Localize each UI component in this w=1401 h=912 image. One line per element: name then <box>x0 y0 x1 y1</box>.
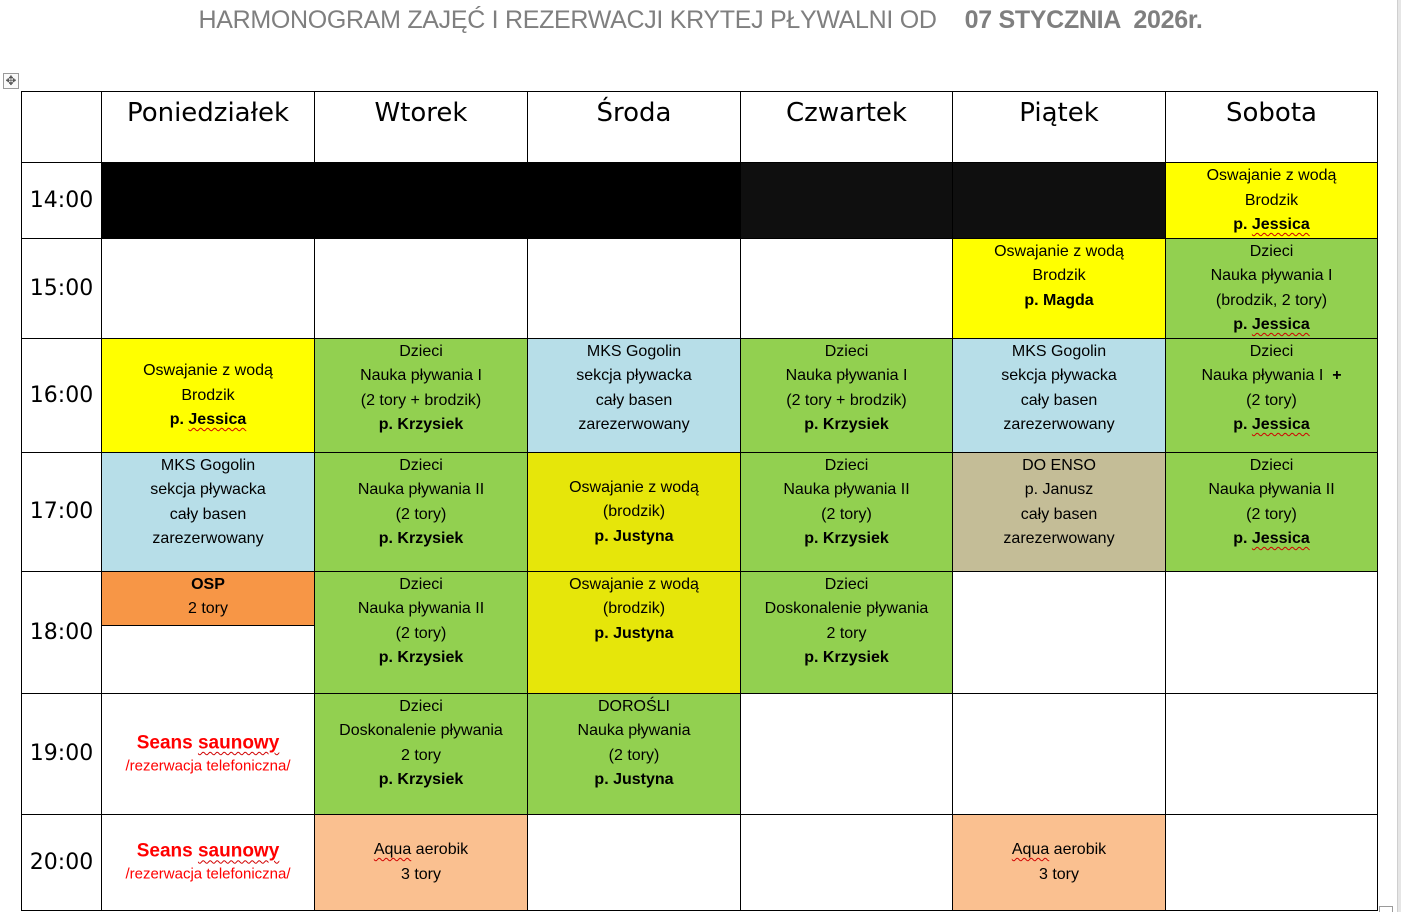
location: (brodzik) <box>602 502 666 520</box>
schedule-cell <box>315 814 528 910</box>
empty-cell <box>528 814 741 910</box>
empty-cell <box>1166 693 1378 814</box>
sauna-session-title: Seans saunowy <box>136 732 280 753</box>
reservation-status: zarezerwowany <box>152 530 264 547</box>
time-label: 14:00 <box>22 163 102 239</box>
instructor: p. Jessica <box>1233 416 1310 433</box>
schedule-cell <box>102 452 315 571</box>
row-1700 <box>22 452 1378 571</box>
sauna-session-title: Seans saunowy <box>136 840 280 862</box>
activity-name: Doskonalenie pływania <box>339 722 503 739</box>
day-header-tuesday: Wtorek <box>315 92 528 163</box>
empty-cell <box>741 693 953 814</box>
row-1500 <box>22 238 1378 338</box>
club-name: MKS Gogolin <box>586 342 682 360</box>
schedule-cell <box>528 338 741 452</box>
sauna-reservation-note: /rezerwacja telefoniczna/ <box>125 865 291 883</box>
location: Brodzik <box>1032 267 1086 284</box>
empty-cell <box>741 238 953 338</box>
time-label: 17:00 <box>22 452 102 571</box>
row-1600 <box>22 338 1378 452</box>
time-label: 15:00 <box>22 238 102 338</box>
schedule-cell <box>953 814 1166 910</box>
instructor: p. Krzysiek <box>378 771 464 788</box>
time-label: 19:00 <box>22 693 102 814</box>
empty-cell <box>102 238 315 338</box>
location: cały basen <box>169 505 247 523</box>
instructor: p. Jessica <box>1233 216 1310 233</box>
activity-name: Oswajanie z wodą <box>569 478 699 496</box>
instructor: p. Krzysiek <box>378 530 464 547</box>
activity-name: Nauka pływania II <box>1208 481 1335 498</box>
group-name: Dzieci <box>824 575 869 593</box>
table-move-handle[interactable] <box>3 73 19 89</box>
lanes: (2 tory) <box>1246 391 1297 409</box>
group-name: Dzieci <box>1249 456 1294 474</box>
sauna-reservation-note: /rezerwacja telefoniczna/ <box>125 757 291 774</box>
schedule-cell <box>315 571 528 693</box>
instructor: p. Krzysiek <box>378 649 464 666</box>
reservation-status: zarezerwowany <box>1003 530 1115 547</box>
corner-cell <box>22 92 102 163</box>
schedule-cell <box>102 338 315 452</box>
row-1400 <box>22 163 1378 239</box>
activity-name: sekcja pływacka <box>1001 367 1117 384</box>
time-label: 16:00 <box>22 338 102 452</box>
activity-name: Nauka pływania II <box>357 481 485 498</box>
empty-cell <box>953 693 1166 814</box>
move-arrows-icon: ✥ <box>5 73 17 88</box>
group-name: Dzieci <box>1249 342 1294 360</box>
schedule-cell <box>741 452 953 571</box>
blocked-cell <box>315 163 528 239</box>
schedule-cell <box>953 452 1166 571</box>
lanes: (2 tory) <box>1246 505 1297 523</box>
lanes: (2 tory) <box>821 505 872 523</box>
club-name: MKS Gogolin <box>160 456 256 474</box>
location: cały basen <box>1020 505 1098 523</box>
instructor: p. Janusz <box>1024 481 1094 498</box>
activity-name: Oswajanie z wodą <box>569 575 699 593</box>
day-header-monday: Poniedziałek <box>102 92 315 163</box>
instructor: p. Jessica <box>1233 316 1310 333</box>
blocked-cell <box>741 163 953 239</box>
row-1800 <box>22 571 1378 693</box>
schedule-cell <box>741 338 953 452</box>
instructor: p. Justyna <box>594 771 674 788</box>
instructor: p. Krzysiek <box>804 416 889 433</box>
schedule-cell <box>315 338 528 452</box>
title-main: HARMONOGRAM ZAJĘĆ I REZERWACJI KRYTEJ PŁYWALNI OD <box>198 6 937 34</box>
lanes: (2 tory + brodzik) <box>360 391 482 409</box>
empty-cell <box>528 238 741 338</box>
activity-name: Oswajanie z wodą <box>143 361 273 379</box>
osp-block <box>102 572 314 626</box>
schedule-cell <box>953 238 1166 338</box>
instructor: p. Krzysiek <box>804 530 889 547</box>
reservation-status: zarezerwowany <box>1003 416 1115 433</box>
schedule-cell <box>315 452 528 571</box>
empty-cell <box>1166 571 1378 693</box>
schedule-cell <box>1166 338 1378 452</box>
instructor: p. Justyna <box>594 624 674 642</box>
location: Brodzik <box>1244 191 1299 209</box>
schedule-cell <box>102 571 315 693</box>
lanes: (2 tory) <box>395 505 447 523</box>
schedule-cell <box>102 693 315 814</box>
lanes: (2 tory) <box>608 746 660 764</box>
activity-name: Nauka pływania I <box>785 367 908 384</box>
location: cały basen <box>1020 391 1098 409</box>
day-header-friday: Piątek <box>953 92 1166 163</box>
group-name: Dzieci <box>399 342 443 360</box>
club-name: MKS Gogolin <box>1011 342 1107 360</box>
group-name: Dzieci <box>824 456 869 474</box>
empty-cell <box>1166 814 1378 910</box>
reservation-status: zarezerwowany <box>578 416 690 433</box>
time-label: 20:00 <box>22 814 102 910</box>
schedule-cell <box>953 338 1166 452</box>
activity-name: Nauka pływania <box>577 722 691 739</box>
activity-name: Aqua aerobik <box>1011 841 1107 858</box>
lanes: (2 tory + brodzik) <box>786 391 907 409</box>
activity-name: Doskonalenie pływania <box>764 600 929 617</box>
row-1900 <box>22 693 1378 814</box>
day-header-saturday: Sobota <box>1166 92 1378 163</box>
schedule-cell <box>528 693 741 814</box>
activity-name: Oswajanie z wodą <box>994 242 1124 260</box>
schedule-cell <box>528 452 741 571</box>
activity-name: Nauka pływania II <box>783 481 910 498</box>
activity-name: Nauka pływania I <box>1201 367 1324 384</box>
location: (brodzik) <box>602 600 666 617</box>
instructor: p. Jessica <box>169 410 247 428</box>
plus-mark: + <box>1332 367 1342 384</box>
instructor: p. Jessica <box>1233 530 1310 547</box>
activity-name: Nauka pływania I <box>360 367 482 384</box>
page-title <box>0 6 1401 35</box>
day-header-thursday: Czwartek <box>741 92 953 163</box>
schedule-cell <box>1166 452 1378 571</box>
lanes: 3 tory <box>400 865 441 883</box>
group-name: Dzieci <box>824 342 869 360</box>
table-resize-handle[interactable] <box>1379 906 1393 912</box>
group-name: Dzieci <box>1249 242 1294 260</box>
blocked-cell <box>953 163 1166 239</box>
activity-name: Nauka pływania I <box>1210 267 1333 284</box>
lanes: (2 tory) <box>395 624 447 642</box>
activity-name: Aqua aerobik <box>373 841 469 858</box>
group-name: Dzieci <box>399 575 443 593</box>
title-date: 07 STYCZNIA 2026r. <box>964 6 1203 34</box>
instructor: p. Krzysiek <box>804 649 889 666</box>
group-name: Dzieci <box>399 697 443 715</box>
blocked-cell <box>528 163 741 239</box>
schedule-table <box>21 91 1378 911</box>
group-name: Dzieci <box>399 456 443 474</box>
group-name: DOROŚLI <box>597 697 670 715</box>
activity-name: Nauka pływania II <box>357 600 485 617</box>
instructor: p. Magda <box>1024 291 1094 309</box>
schedule-cell <box>528 571 741 693</box>
lanes: (brodzik, 2 tory) <box>1215 291 1328 309</box>
schedule-cell <box>741 571 953 693</box>
empty-cell <box>953 571 1166 693</box>
instructor: p. Justyna <box>594 527 674 545</box>
activity-name: sekcja pływacka <box>150 481 266 498</box>
schedule-cell <box>1166 238 1378 338</box>
activity-name: Oswajanie z wodą <box>1206 167 1337 184</box>
group-name: OSP <box>191 575 225 593</box>
schedule-cell <box>315 693 528 814</box>
header-row <box>22 92 1378 163</box>
empty-cell <box>741 814 953 910</box>
blocked-cell <box>102 163 315 239</box>
schedule-cell <box>1166 163 1378 239</box>
location: cały basen <box>595 391 673 409</box>
lanes: 3 tory <box>1038 865 1079 883</box>
lanes: 2 tory <box>826 624 867 642</box>
activity-name: sekcja pływacka <box>576 367 692 384</box>
schedule-cell <box>102 814 315 910</box>
day-header-wednesday: Środa <box>528 92 741 163</box>
lanes: 2 tory <box>187 600 228 617</box>
instructor: p. Krzysiek <box>378 416 464 433</box>
empty-cell <box>315 238 528 338</box>
lanes: 2 tory <box>400 746 441 764</box>
location: Brodzik <box>181 386 235 404</box>
club-name: DO ENSO <box>1022 456 1096 474</box>
row-2000 <box>22 814 1378 910</box>
time-label: 18:00 <box>22 571 102 693</box>
